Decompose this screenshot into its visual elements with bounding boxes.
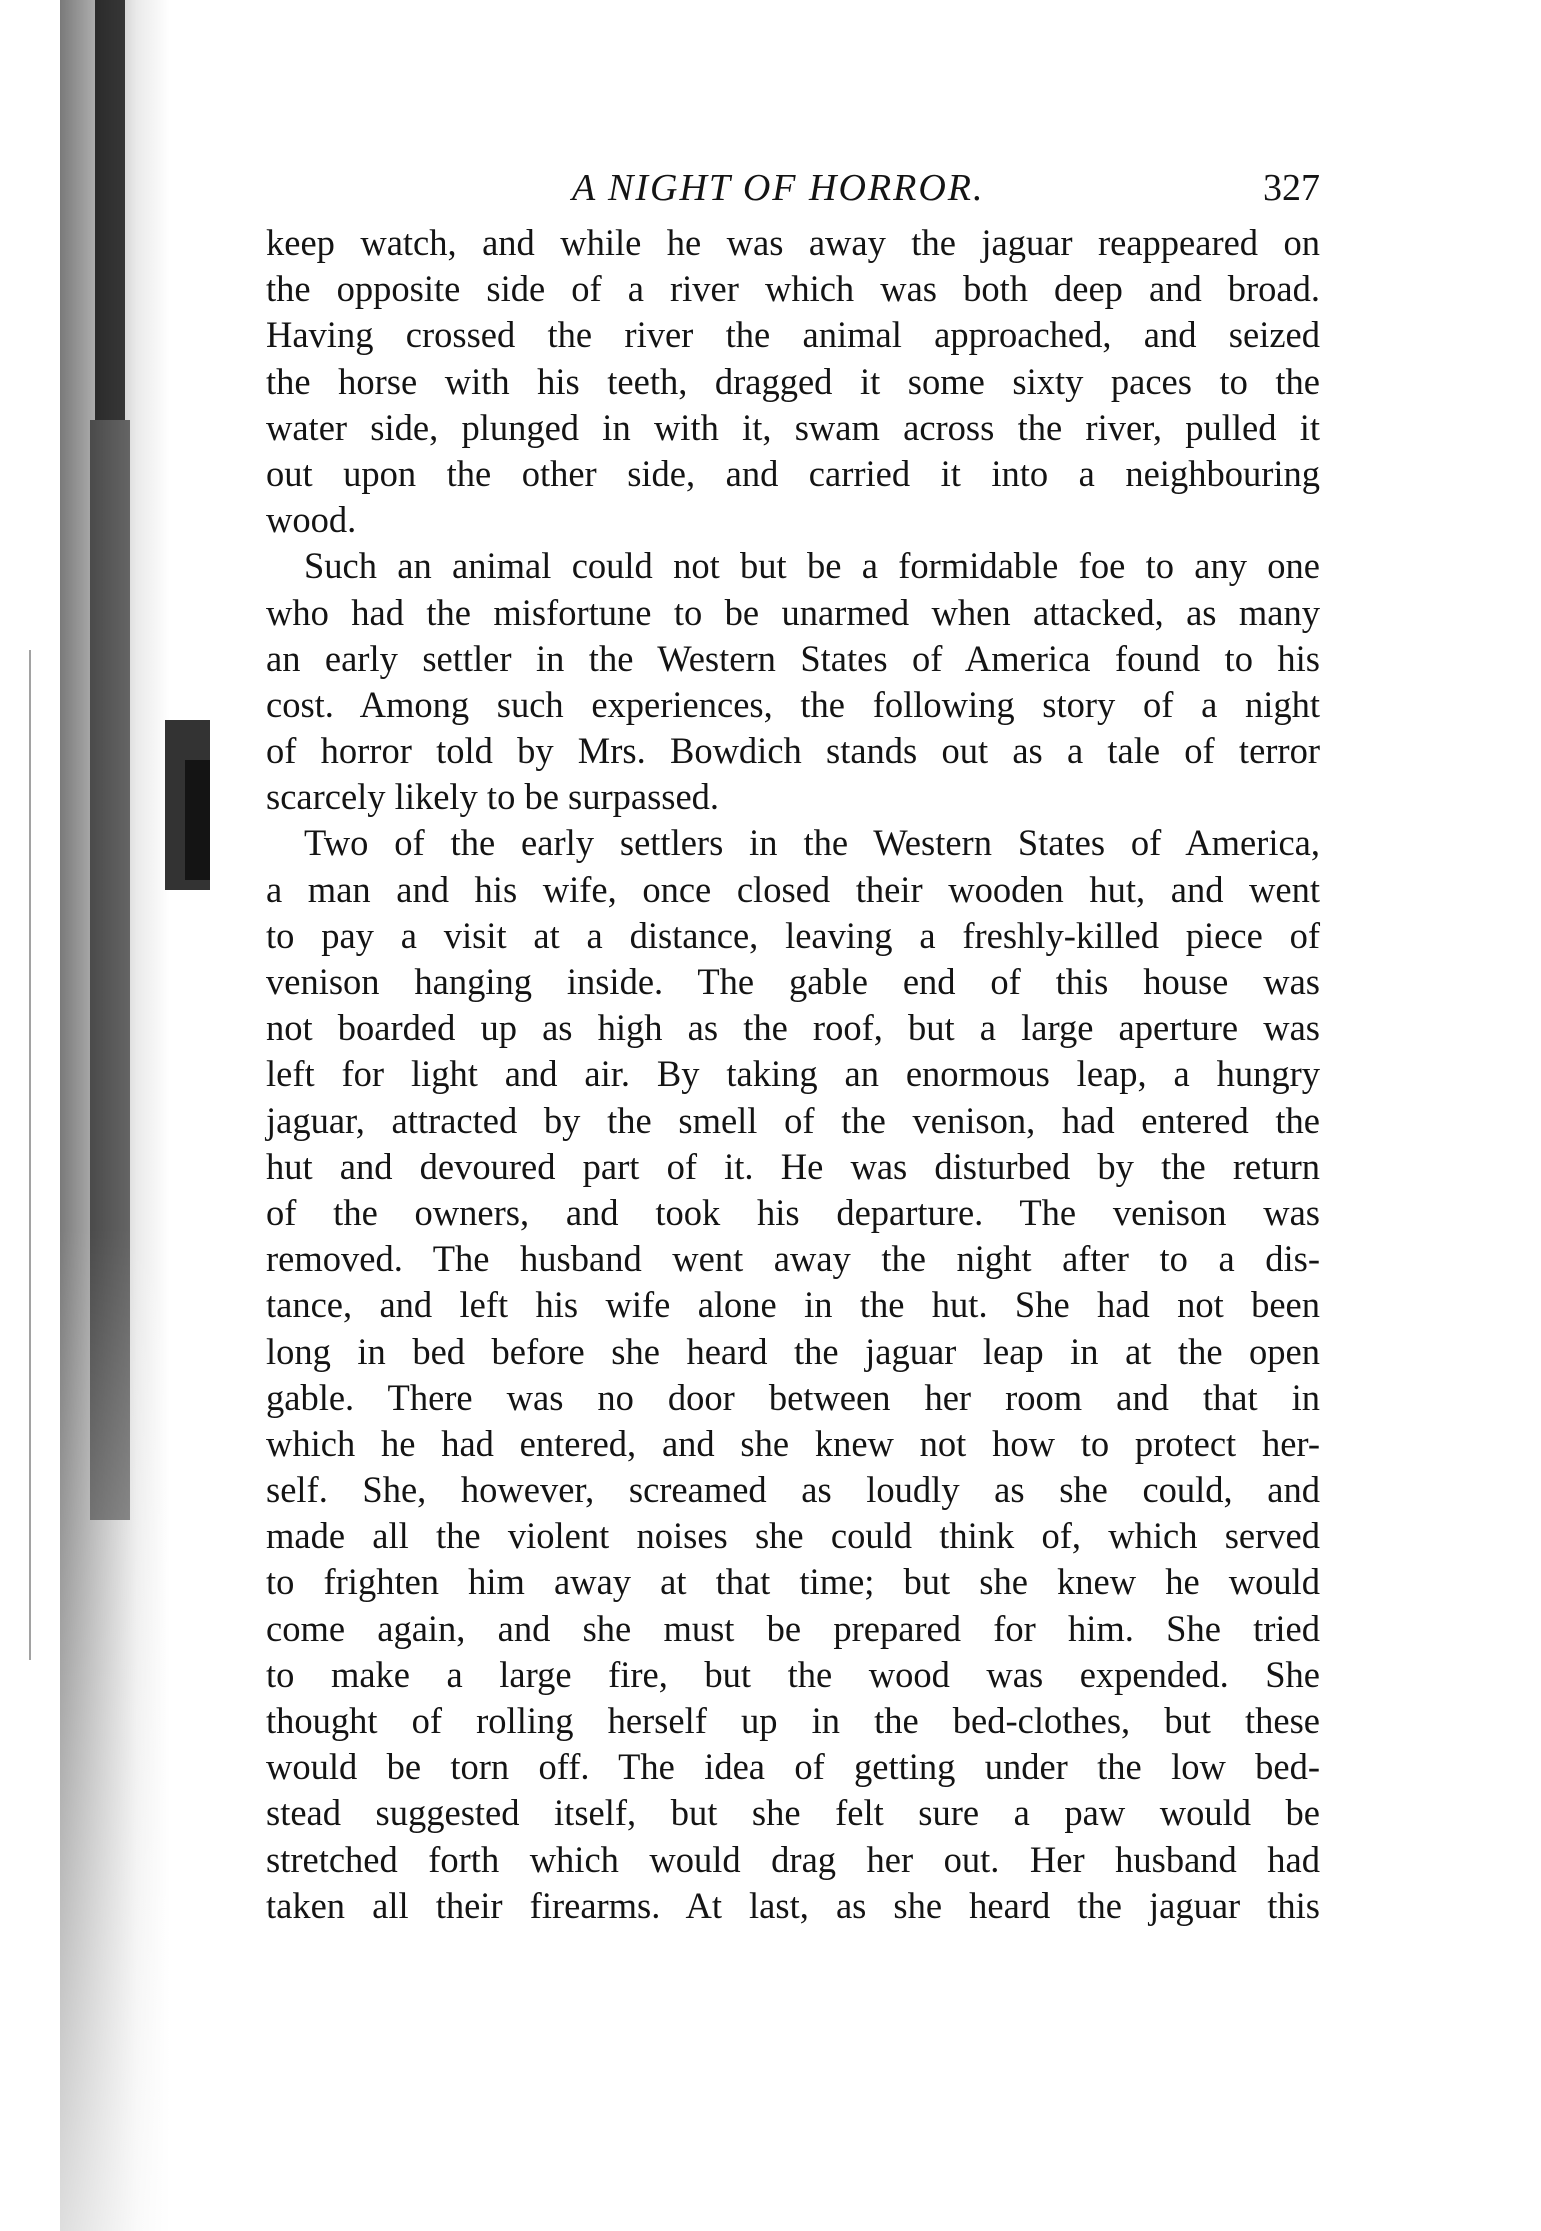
text-line: to make a large fire, but the wood was expended. She (266, 1653, 1320, 1695)
text-line: stretched forth which would drag her out. Her husband had (266, 1838, 1320, 1880)
text-line: long in bed before she heard the jaguar leap in at the open (266, 1330, 1320, 1372)
text-line: to frighten him away at that time; but she knew he would (266, 1561, 1320, 1603)
text-line: self. She, however, screamed as loudly as she could, and (266, 1469, 1320, 1511)
text-line: gable. There was no door between her room and that in (266, 1376, 1320, 1418)
text-line: left for light and air. By taking an enormous leap, a hungry (266, 1053, 1320, 1095)
text-line: which he had entered, and she knew not how to protect her- (266, 1422, 1320, 1464)
text-line: scarcely likely to be surpassed. (266, 776, 720, 818)
text-line: of the owners, and took his departure. The venison was (266, 1191, 1320, 1233)
text-line: of horror told by Mrs. Bowdich stands out as a tale of terror (266, 730, 1320, 772)
text-line: would be torn off. The idea of getting under the low bed- (266, 1746, 1320, 1788)
running-title: A NIGHT OF HORROR. (572, 167, 985, 209)
text-line: the opposite side of a river which was both deep and broad. (266, 268, 1320, 310)
text-line: jaguar, attracted by the smell of the venison, had entered the (266, 1099, 1320, 1141)
text-line: come again, and she must be prepared for him. She tried (266, 1607, 1320, 1649)
paragraph (266, 820, 1320, 1929)
text-line: a man and his wife, once closed their wooden hut, and went (266, 868, 1320, 910)
page-number: 327 (1263, 167, 1320, 209)
text-line: stead suggested itself, but she felt sure a paw would be (266, 1792, 1320, 1834)
binding-shadow (0, 0, 260, 2231)
text-line: to pay a visit at a distance, leaving a freshly-killed piece of (266, 914, 1320, 956)
text-line: not boarded up as high as the roof, but a large aperture was (266, 1007, 1320, 1049)
text-line: Two of the early settlers in the Western States of America, (304, 822, 1320, 864)
text-line: cost. Among such experiences, the following story of a night (266, 683, 1320, 725)
running-head (266, 160, 1320, 220)
text-line: keep watch, and while he was away the jaguar reappeared on (266, 222, 1320, 263)
text-line: an early settler in the Western States of America found to his (266, 637, 1320, 679)
text-line: Such an animal could not but be a formidable foe to any one (304, 545, 1320, 587)
text-line: made all the violent noises she could think of, which served (266, 1515, 1320, 1557)
text-line: venison hanging inside. The gable end of this house was (266, 961, 1320, 1002)
body-text (266, 220, 1320, 1929)
text-line: out upon the other side, and carried it into a neighbouring (266, 452, 1320, 494)
text-line: the horse with his teeth, dragged it some sixty paces to the (266, 360, 1320, 402)
text-line: thought of rolling herself up in the bed-clothes, but these (266, 1700, 1320, 1741)
text-line: hut and devoured part of it. He was disturbed by the return (266, 1145, 1320, 1187)
text-line: tance, and left his wife alone in the hut. She had not been (266, 1284, 1320, 1326)
text-line: removed. The husband went away the night after to a dis- (266, 1238, 1320, 1280)
paragraph (266, 543, 1320, 820)
paragraph (266, 220, 1320, 543)
text-line: Having crossed the river the animal approached, and seized (266, 314, 1320, 356)
text-line: wood. (266, 499, 357, 541)
text-line: who had the misfortune to be unarmed when attacked, as many (266, 591, 1320, 633)
text-line: water side, plunged in with it, swam across the river, pulled it (266, 406, 1320, 448)
text-line: taken all their firearms. At last, as she heard the jaguar this (266, 1884, 1320, 1926)
book-page (266, 160, 1320, 2120)
